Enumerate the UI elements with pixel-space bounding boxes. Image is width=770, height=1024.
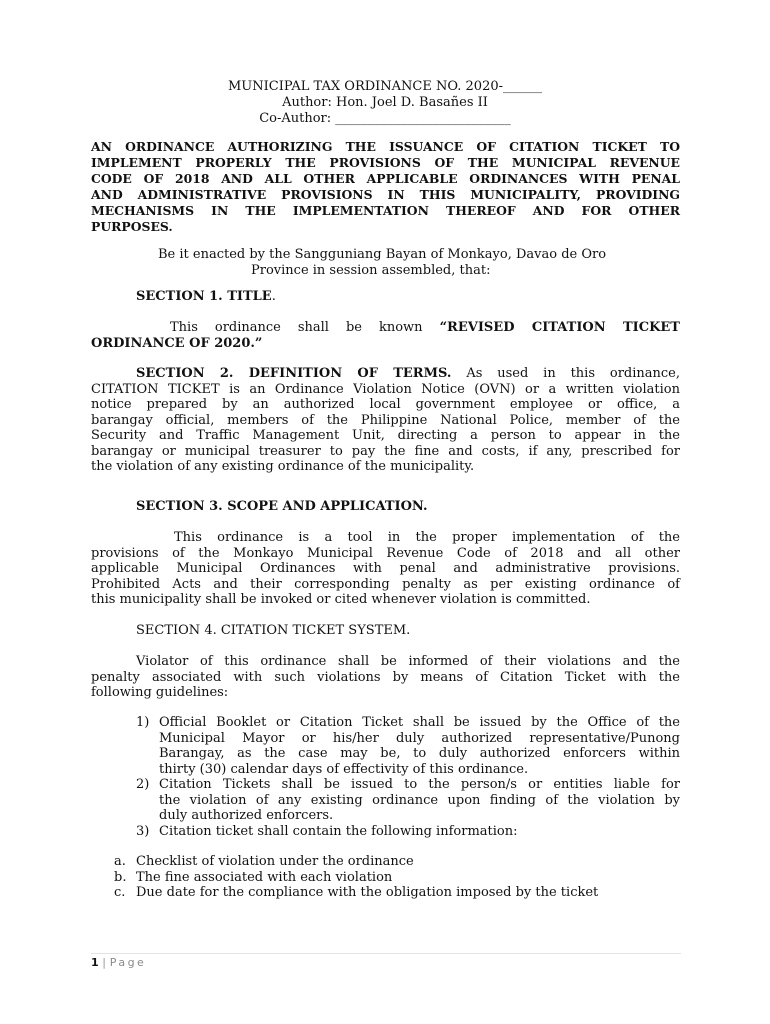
list-item-letter: c. bbox=[114, 885, 126, 900]
page-number: 1 bbox=[91, 956, 99, 969]
list-item: The fine associated with each violation bbox=[136, 869, 393, 885]
section4-line: penalty associated with such violations by means of Citation Ticket with the bbox=[91, 669, 680, 685]
section3-heading: SECTION 3. SCOPE AND APPLICATION. bbox=[136, 499, 428, 514]
list-item-line: Official Booklet or Citation Ticket shall be issued by the Office of the bbox=[159, 715, 680, 730]
list-item-letter: b. bbox=[114, 869, 127, 885]
list-item: Due date for the compliance with the obligation imposed by the ticket bbox=[136, 885, 599, 900]
title-line: PURPOSES. bbox=[91, 219, 173, 234]
page-label: Page bbox=[109, 956, 147, 969]
list-item-line: Citation ticket shall contain the following information: bbox=[159, 823, 518, 839]
enactment-line-2: Province in session assembled, that: bbox=[251, 263, 491, 278]
author-line: Author: Hon. Joel D. Basañes II bbox=[282, 95, 488, 110]
section3-first-line: This ordinance is a tool in the proper implementation of the bbox=[174, 530, 680, 545]
list-item-line: the violation of any existing ordinance upon finding of the violation by bbox=[159, 792, 680, 808]
title-line: MECHANISMS IN THE IMPLEMENTATION THEREOF AND FOR OTHER bbox=[91, 203, 680, 218]
section2-line: notice prepared by an authorized local government employee or office, a bbox=[91, 397, 680, 412]
list-item-line: Municipal Mayor or his/her duly authorized representative/Punong bbox=[159, 730, 680, 746]
section2-heading: SECTION 2. DEFINITION OF TERMS. As used in this ordinance, bbox=[136, 366, 680, 381]
footer-separator: | bbox=[102, 956, 107, 969]
list-item-line: Barangay, as the case may be, to duly authorized enforcers within bbox=[159, 746, 680, 761]
section1-heading: SECTION 1. TITLE. bbox=[136, 289, 276, 304]
section2-line: Security and Traffic Management Unit, directing a person to appear in the bbox=[91, 428, 680, 443]
section3-line: Prohibited Acts and their corresponding penalty as per existing ordinance of bbox=[91, 576, 680, 592]
list-item-number: 2) bbox=[136, 777, 150, 792]
section2-line: barangay official, members of the Philippine National Police, member of the bbox=[91, 412, 680, 428]
section1-text-end: ORDINANCE OF 2020.” bbox=[91, 336, 263, 351]
section2-line: barangay or municipal treasurer to pay the fine and costs, if any, prescribed for bbox=[91, 443, 680, 459]
title-line: CODE OF 2018 AND ALL OTHER APPLICABLE ORDINANCES WITH PENAL bbox=[91, 171, 680, 186]
list-item-line: thirty (30) calendar days of effectivity of this ordinance. bbox=[159, 761, 529, 777]
section4-line: following guidelines: bbox=[91, 685, 229, 700]
enactment-line-1: Be it enacted by the Sangguniang Bayan of Monkayo, Davao de Oro bbox=[158, 247, 607, 262]
section4-first-line: Violator of this ordinance shall be informed of their violations and the bbox=[136, 654, 680, 669]
list-item-number: 3) bbox=[136, 823, 150, 839]
coauthor-line: Co-Author: ___________________________ bbox=[259, 111, 511, 126]
section3-line: provisions of the Monkayo Municipal Revenue Code of 2018 and all other bbox=[91, 545, 680, 561]
section3-line: applicable Municipal Ordinances with penal and administrative provisions. bbox=[91, 561, 680, 576]
ordinance-number: MUNICIPAL TAX ORDINANCE NO. 2020-______ bbox=[227, 79, 543, 94]
list-item-letter: a. bbox=[114, 854, 126, 869]
page-footer bbox=[91, 956, 146, 969]
footer-divider bbox=[91, 953, 681, 954]
list-item: Checklist of violation under the ordinance bbox=[136, 854, 414, 869]
title-line: AN ORDINANCE AUTHORIZING THE ISSUANCE OF CITATION TICKET TO bbox=[91, 139, 680, 154]
section1-text: This ordinance shall be known “REVISED CITATION TICKET bbox=[170, 320, 680, 335]
section4-heading: SECTION 4. CITATION TICKET SYSTEM. bbox=[136, 623, 411, 638]
list-item-line: duly authorized enforcers. bbox=[159, 808, 334, 823]
section2-line: the violation of any existing ordinance of the municipality. bbox=[91, 459, 475, 474]
section2-line: CITATION TICKET is an Ordinance Violation Notice (OVN) or a written violation bbox=[91, 381, 680, 397]
section3-line: this municipality shall be invoked or cited whenever violation is committed. bbox=[91, 592, 591, 607]
list-item-line: Citation Tickets shall be issued to the person/s or entities liable for bbox=[159, 777, 680, 792]
title-line: IMPLEMENT PROPERLY THE PROVISIONS OF THE MUNICIPAL REVENUE bbox=[91, 155, 680, 170]
list-item-number: 1) bbox=[136, 715, 150, 730]
title-line: AND ADMINISTRATIVE PROVISIONS IN THIS MUNICIPALITY, PROVIDING bbox=[91, 187, 680, 202]
